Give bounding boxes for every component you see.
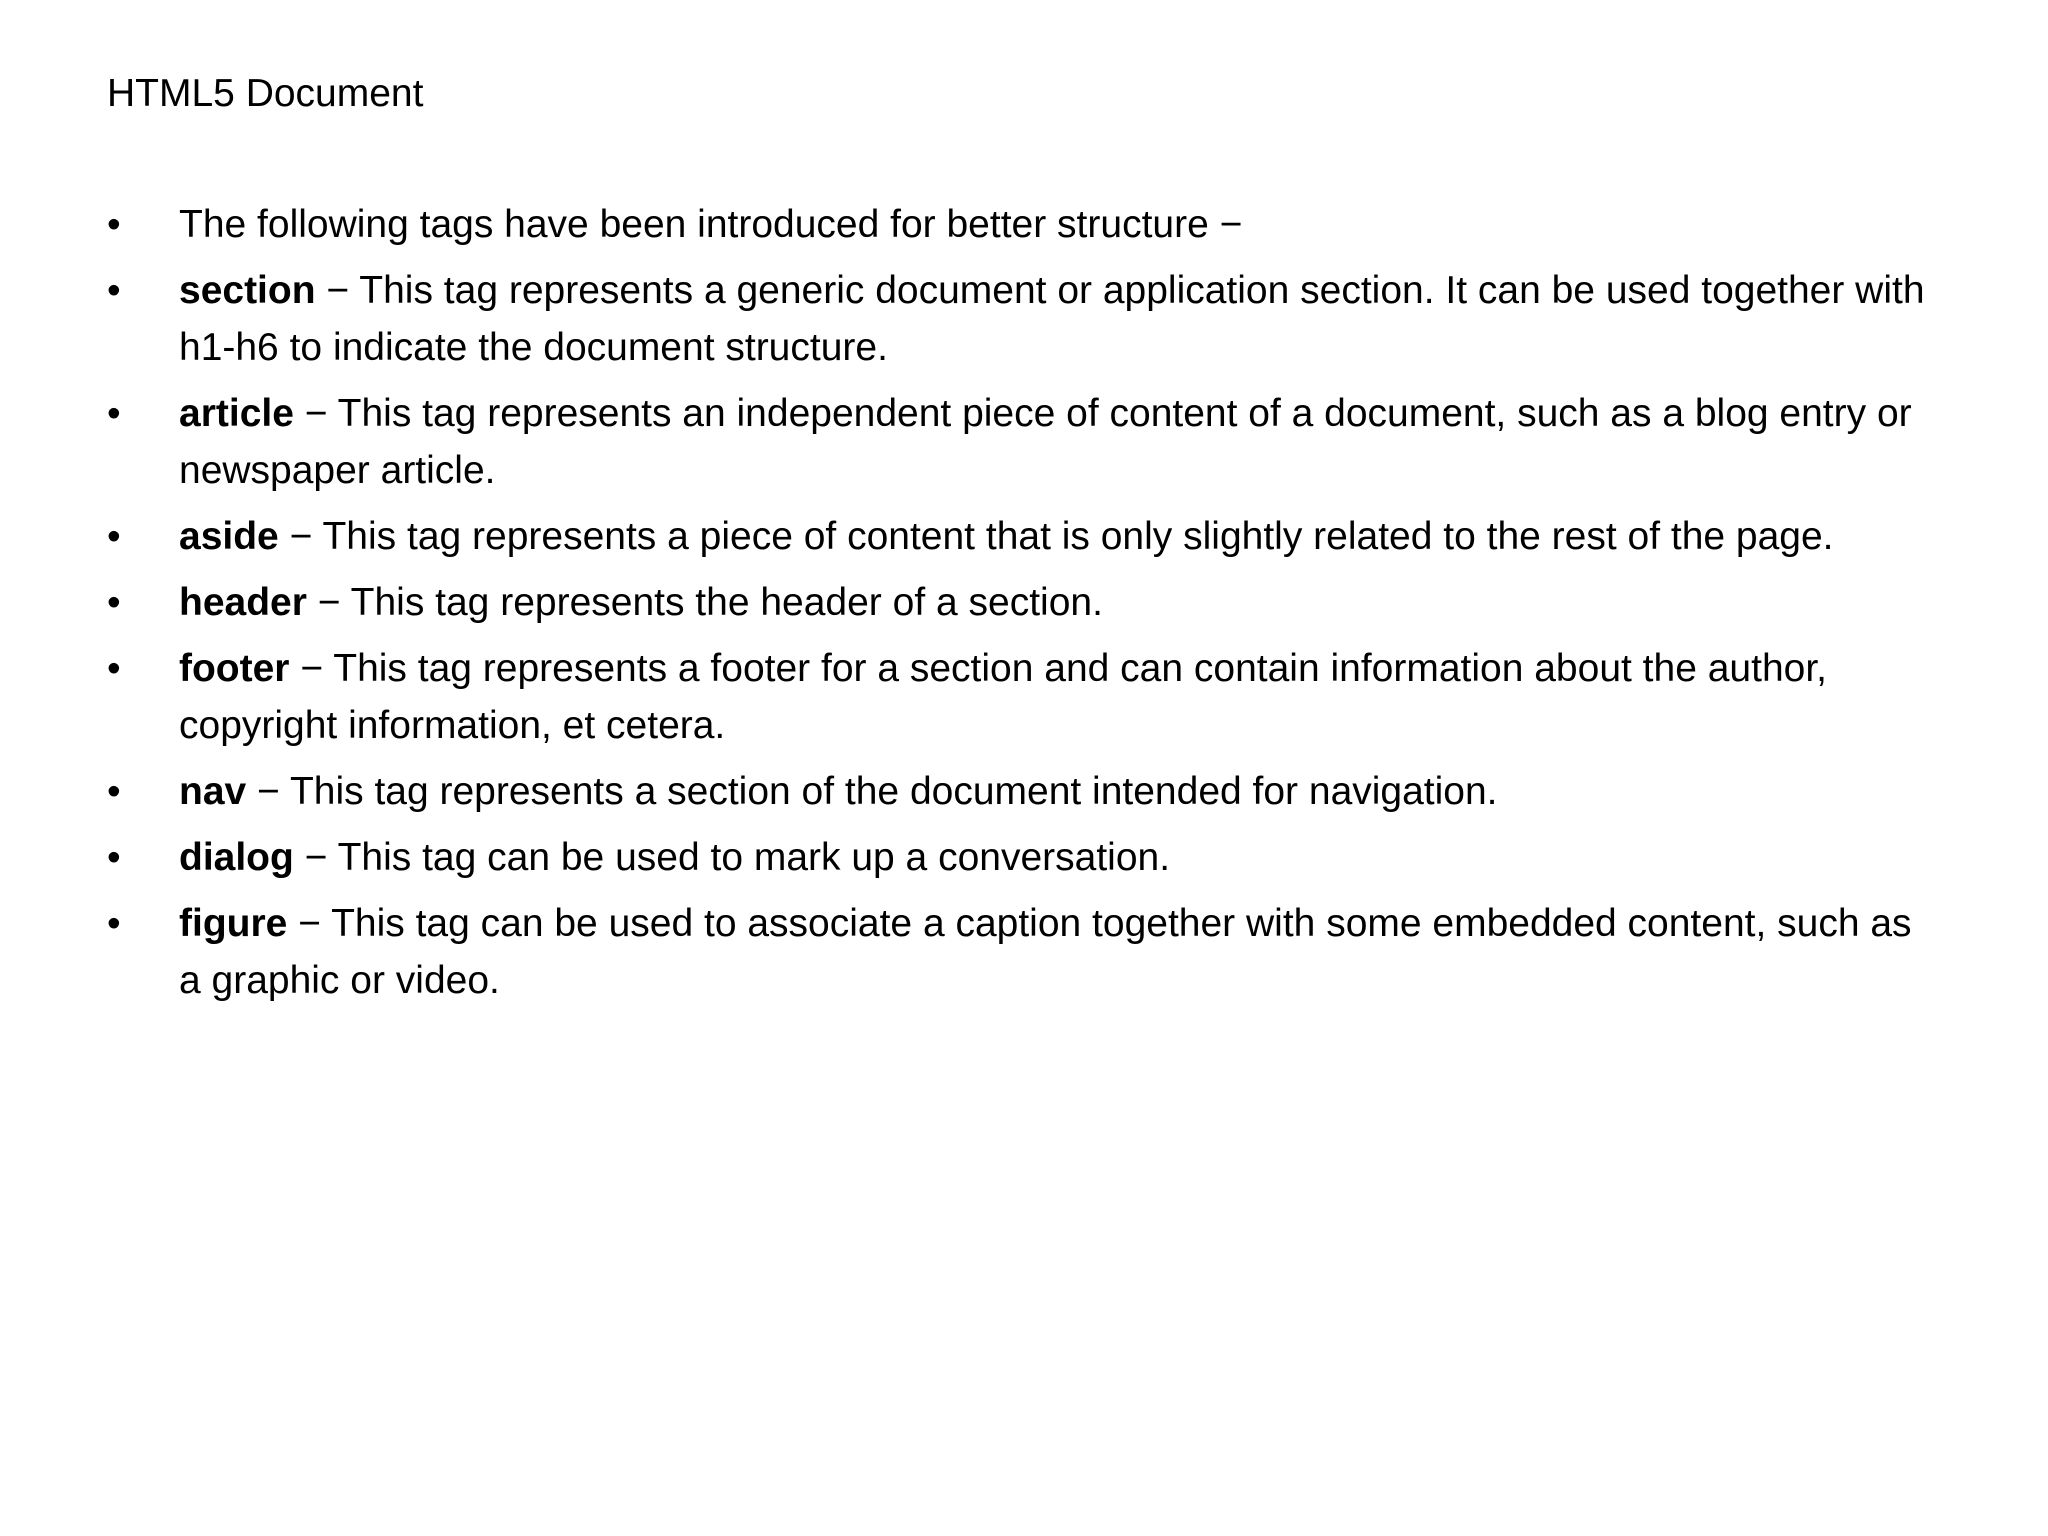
list-item-header	[107, 574, 1937, 631]
list-item-text: − This tag can be used to mark up a conversation.	[293, 836, 1171, 879]
bullet-list	[107, 196, 1937, 1018]
list-item-aside	[107, 508, 1937, 565]
list-item-text: − This tag represents a footer for a section and can contain information about the author, copyright information, et cetera.	[179, 647, 1827, 747]
list-item-text: − This tag represents an independent piece of content of a document, such as a blog entry or newspaper article.	[179, 392, 1912, 492]
bullet-icon: •	[107, 203, 121, 246]
bullet-icon: •	[107, 269, 121, 312]
list-item-text: − This tag represents the header of a section.	[306, 581, 1103, 624]
list-item-article	[107, 385, 1937, 499]
bullet-icon: •	[107, 770, 121, 813]
list-item-footer	[107, 640, 1937, 754]
list-item-term: header	[179, 581, 307, 624]
list-item-dialog	[107, 829, 1937, 886]
bullet-icon: •	[107, 647, 121, 690]
list-item-term: article	[179, 392, 294, 435]
list-item-term: section	[179, 269, 316, 312]
list-item-term: aside	[179, 515, 279, 558]
list-item-text: − This tag can be used to associate a caption together with some embedded content, such as a graphic or video.	[179, 902, 1912, 1002]
bullet-icon: •	[107, 581, 121, 624]
bullet-icon: •	[107, 392, 121, 435]
list-item-term: footer	[179, 647, 290, 690]
list-item-term: dialog	[179, 836, 294, 879]
bullet-icon: •	[107, 515, 121, 558]
list-item-nav	[107, 763, 1937, 820]
list-item-intro	[107, 196, 1937, 253]
list-item-figure	[107, 895, 1937, 1009]
list-item-term: nav	[179, 770, 247, 813]
list-item-section	[107, 262, 1937, 376]
list-item-text: − This tag represents a generic document or application section. It can be used together with h1-h6 to indicate the document structure.	[179, 269, 1925, 369]
bullet-icon: •	[107, 902, 121, 945]
bullet-icon: •	[107, 836, 121, 879]
list-item-text: − This tag represents a piece of content that is only slightly related to the rest of the page.	[278, 515, 1834, 558]
slide-title: HTML5 Document	[107, 72, 424, 115]
list-item-text: − This tag represents a section of the document intended for navigation.	[246, 770, 1498, 813]
list-item-term: figure	[179, 902, 288, 945]
list-item-text: The following tags have been introduced for better structure −	[179, 203, 1243, 246]
